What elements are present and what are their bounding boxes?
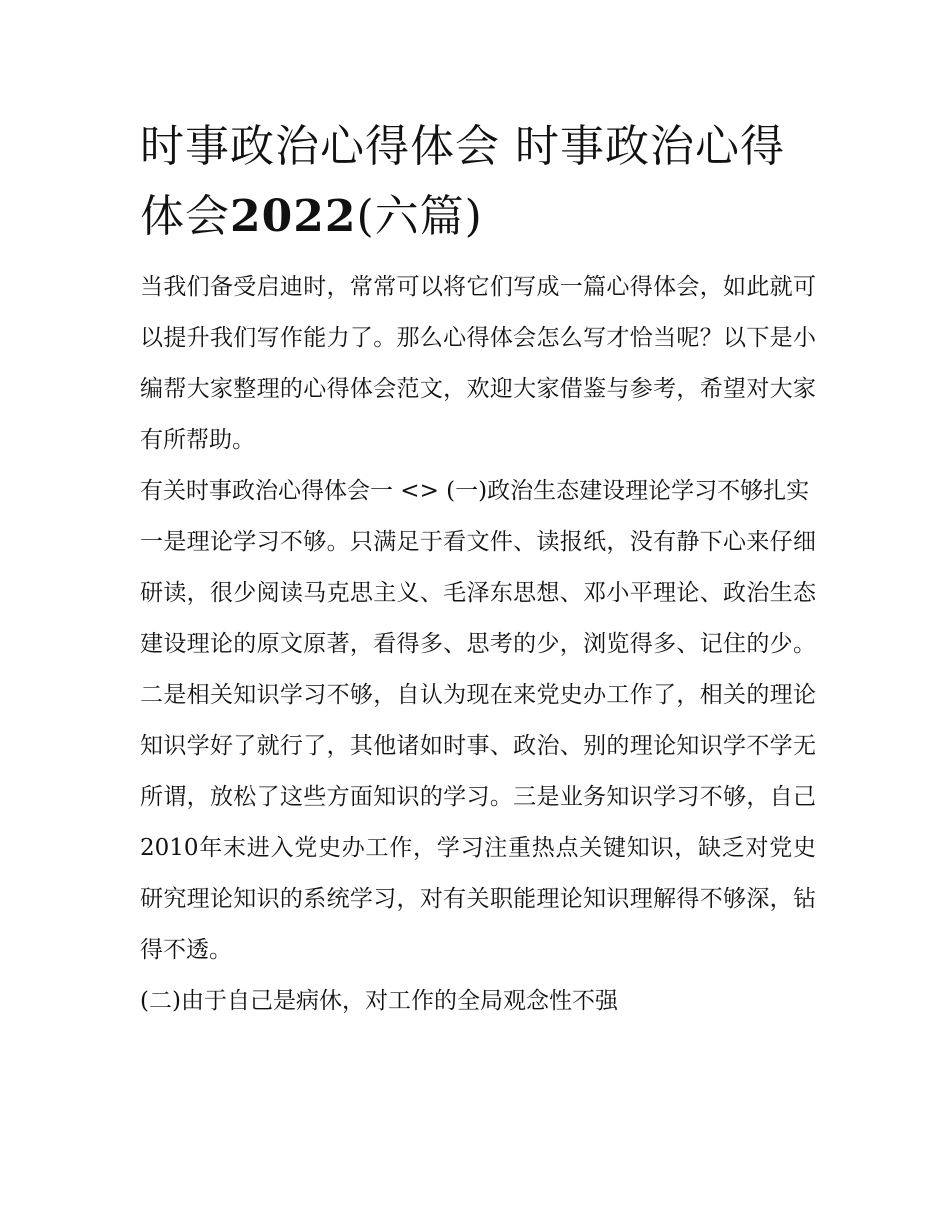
document-title	[140, 112, 816, 252]
document-page	[140, 112, 816, 1027]
title-suffix: (六篇)	[356, 191, 483, 242]
title-text: 时事政治心得体会 时事政治心得体会	[140, 121, 785, 242]
subsection-heading: (二)由于自己是病休，对工作的全局观念性不强	[140, 988, 618, 1014]
body-paragraph: 一是理论学习不够。只满足于看文件、读报纸，没有静下心来仔细研读，很少阅读马克思主义、毛泽东思想、邓小平理论、政治生态建设理论的原文原著，看得多、思考的少，浏览得多、记住的少。二是相关知识学习不够，自认为现在来党史办工作了，相关的理论知识学好了就行了，其他诸如时事、政治、别的理论知识学不学无所谓，放松了这些方面知识的学习。三是业务知识学习不够，自己2010年末进入党史办工作，学习注重热点关键知识，缺乏对党史研究理论知识的系统学习，对有关职能理论知识理解得不够深，钻得不透。	[140, 529, 816, 963]
title-year: 2022	[230, 191, 357, 242]
intro-paragraph: 当我们备受启迪时，常常可以将它们写成一篇心得体会，如此就可以提升我们写作能力了。那么心得体会怎么写才恰当呢？以下是小编帮大家整理的心得体会范文，欢迎大家借鉴与参考，希望对大家有所帮助。	[140, 274, 816, 453]
section-heading: 有关时事政治心得体会一 <> (一)政治生态建设理论学习不够扎实	[140, 478, 810, 504]
